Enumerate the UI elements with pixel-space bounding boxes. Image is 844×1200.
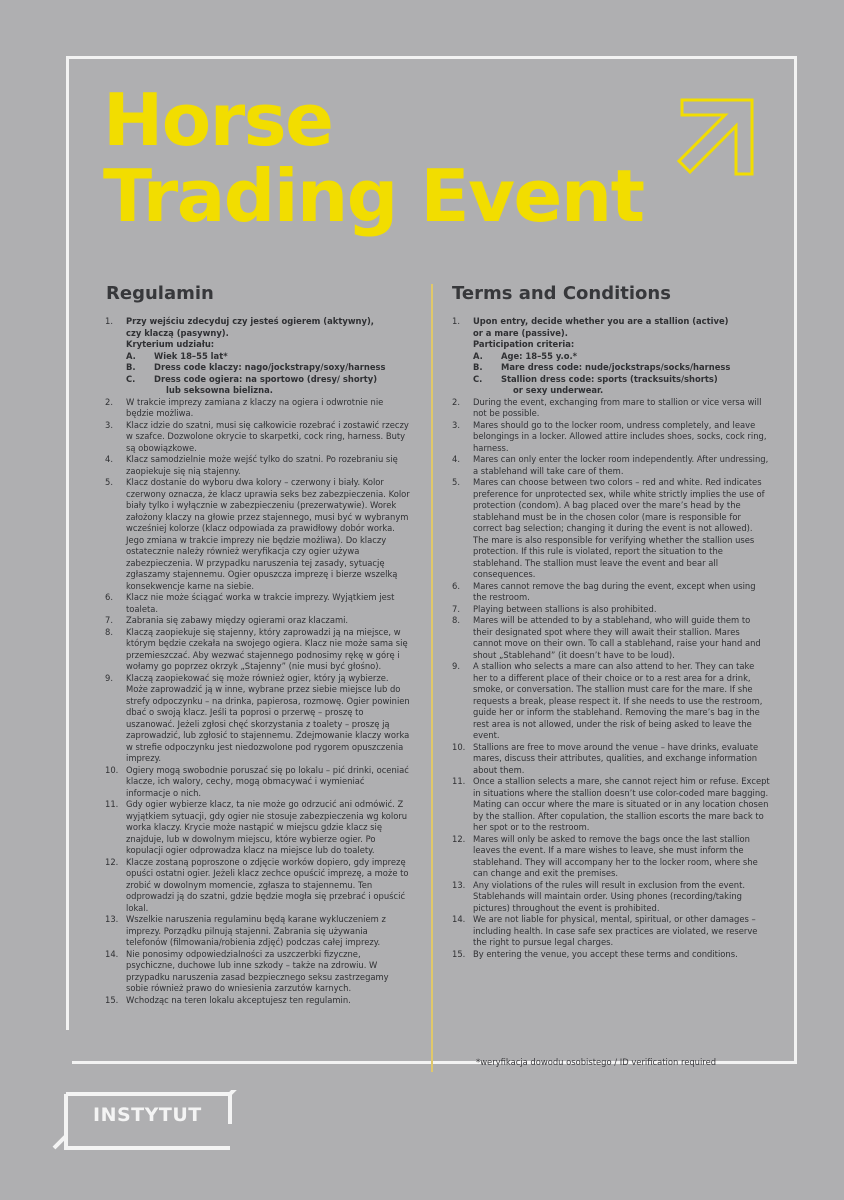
rule-item <box>105 397 410 420</box>
rule-number: 9. <box>452 661 460 671</box>
rule-number: 13. <box>105 914 119 924</box>
rule-text: Stallions are free to move around the venue – have drinks, evaluate mares, discuss their attributes, qualities, and exchange information about them. <box>473 741 759 775</box>
criteria-text: Dress code klaczy: nago/jockstrapy/soxy/harness <box>154 362 386 372</box>
rule-line: Przy wejściu zdecyduj czy jesteś ogierem (aktywny), <box>126 316 374 326</box>
rule-line: Participation criteria: <box>473 339 575 349</box>
criteria-text: Dress code ogiera: na sportowo (dresy/ shorty) <box>154 373 378 384</box>
rule-item <box>452 397 770 420</box>
rule-number: 8. <box>452 615 460 625</box>
rule-item <box>105 454 410 477</box>
rule-line: or a mare (passive). <box>473 327 568 338</box>
rule-text: Mares can choose between two colors – red and white. Red indicates preference for unprotected sex, while white strictly implies the use of protection (condom). A bag placed over the mare’s head by the stablehand must be in the chosen color (mare is responsible for correct bag selection; changing it during the event is not allowed). The mare is also responsible for verifying whether the stallion uses protection. If this rule is violated, report the situation to the stablehand. The stallion must leave the event and bear all consequences. <box>473 477 765 579</box>
rule-item <box>105 799 410 857</box>
arrow-up-right-icon <box>676 94 758 182</box>
rule-number: 15. <box>105 994 119 1005</box>
rule-number: 15. <box>452 948 466 959</box>
rule-text: Wszelkie naruszenia regulaminu będą karane wykluczeniem z imprezy. Porządku pilnują stajenni. Zabrania się używania telefonów (filmowania/robienia zdjęć) podczas całej imprezy. <box>126 914 386 947</box>
criteria-continuation: lub seksowna bielizna. <box>166 385 273 395</box>
rule-number: 14. <box>452 914 466 924</box>
rule-text: Once a stallion selects a mare, she cannot reject him or refuse. Except in situations where the stallion doesn’t use color-coded mare bagging. Mating can occur where the mare is situated or in any location chosen by the stallion. After copulation, the stallion escorts the mare back to her spot or to the restroom. <box>473 776 770 832</box>
terms-list <box>452 316 770 960</box>
rule-line: Kryterium udziału: <box>126 339 215 349</box>
rule-item <box>452 742 770 777</box>
rule-text: Mares should go to the locker room, undress completely, and leave belongings in a locker. Allowed attire includes shoes, socks, cock ring, harness. <box>473 419 767 453</box>
rule-item <box>105 615 410 627</box>
rule-number: 4. <box>452 454 460 464</box>
rule-text: Klacz samodzielnie może wejść tylko do szatni. Po rozebraniu się zaopiekuje się nią stajenny. <box>126 454 398 476</box>
rule-text: A stallion who selects a mare can also attend to her. They can take her to a different place of their choice or to a rest area for a drink, smoke, or conversation. The stallion must care for the mare. If she requests a break, please respect it. If she needs to use the restroom, guide her or inform the stablehand. Removing the mare’s bag in the rest area is not allowed, under the risk of being asked to leave the event. <box>473 661 763 740</box>
rule-number: 6. <box>452 580 460 591</box>
rule-number: 5. <box>105 477 113 487</box>
rule-number: 12. <box>105 856 119 867</box>
criteria-item <box>126 374 410 397</box>
rule-item <box>452 454 770 477</box>
rule-text: Zabrania się zabawy między ogierami oraz klaczami. <box>126 615 349 625</box>
rule-text: Ogiery mogą swobodnie poruszać się po lokalu – pić drinki, oceniać klacze, ich walory, cechy, mogą obmacywać i wymieniać informacje o nich. <box>126 764 409 798</box>
criteria-item <box>126 362 410 374</box>
rule-number: 5. <box>452 477 460 487</box>
rule-item <box>105 949 410 995</box>
rule-text: Any violations of the rules will result in exclusion from the event. Stablehands will maintain order. Using phones (recording/taking pictures) throughout the event is prohibited. <box>473 879 746 913</box>
criteria-item <box>473 362 770 374</box>
column-divider <box>431 284 433 1072</box>
rule-text: By entering the venue, you accept these terms and conditions. <box>473 948 738 959</box>
rule-text: Klaczą zaopiekuje się stajenny, który zaprowadzi ją na miejsce, w którym będzie czekała na swojego ogiera. Klacz nie może sama się przemieszczać. Aby wezwać stajennego podnosimy rękę w górę i wołamy go poprzez okrzyk „Stajenny” (nie musi być głośno). <box>126 626 408 671</box>
rule-text: Mares can only enter the locker room independently. After undressing, a stablehand will take care of them. <box>473 454 769 476</box>
criteria-text: Mare dress code: nude/jockstraps/socks/harness <box>501 362 731 372</box>
rule-number: 2. <box>105 396 113 407</box>
rule-number: 7. <box>452 603 460 614</box>
criteria-text: Age: 18–55 y.o.* <box>501 350 578 361</box>
rule-item <box>105 316 410 397</box>
criteria-letter: B. <box>473 362 483 372</box>
rule-item <box>452 880 770 915</box>
rule-text: Klacze zostaną poproszone o zdjęcie worków dopiero, gdy imprezę opuści ostatni ogier. Jeżeli klacz zechce opuścić imprezę, a może to zrobić w dowolnym momencie, zgłasza to stajennemu. Ten odprowadzi ją do szatni, gdzie będzie mogła się przebrać i opuścić lokal. <box>126 856 409 913</box>
criteria-letter: C. <box>473 373 483 384</box>
rule-text: Mares will only be asked to remove the bags once the last stallion leaves the event. If a mare wishes to leave, she must inform the stablehand. They will accompany her to the locker room, where she can change and exit the premises. <box>473 833 758 878</box>
regulamin-list <box>105 316 410 1006</box>
rule-text: W trakcie imprezy zamiana z klaczy na ogiera i odwrotnie nie będzie możliwa. <box>126 396 384 418</box>
criteria-item <box>473 374 770 397</box>
rule-item <box>452 581 770 604</box>
rule-item <box>452 661 770 742</box>
criteria-item <box>473 351 770 363</box>
rule-number: 1. <box>105 316 113 326</box>
rule-item <box>105 765 410 800</box>
rule-item <box>105 627 410 673</box>
criteria-item <box>126 351 410 363</box>
rule-item <box>105 673 410 765</box>
rule-number: 4. <box>105 454 113 464</box>
rule-text: Nie ponosimy odpowiedzialności za uszczerbki fizyczne, psychiczne, duchowe lub inne szkody – także na zdrowiu. W przypadku naruszenia zasad bezpiecznego seksu zastrzegamy sobie również prawo do wniesienia zarzutów karnych. <box>126 948 389 993</box>
rule-number: 14. <box>105 948 119 959</box>
rule-item <box>452 776 770 834</box>
rule-number: 10. <box>452 741 466 752</box>
rule-number: 2. <box>452 396 460 407</box>
rule-item <box>452 316 770 397</box>
criteria-letter: A. <box>473 350 483 361</box>
rule-item <box>105 995 410 1007</box>
rule-item <box>105 420 410 455</box>
criteria-letter: A. <box>126 350 136 361</box>
rule-item <box>452 604 770 616</box>
criteria-letter: B. <box>126 362 136 372</box>
terms-heading: Terms and Conditions <box>452 283 671 304</box>
poster-title <box>103 78 644 238</box>
rule-item <box>105 592 410 615</box>
logo-text: INSTYTUT <box>93 1104 202 1126</box>
criteria-continuation: or sexy underwear. <box>513 385 604 395</box>
rule-text: Mares will be attended to by a stablehand, who will guide them to their designated spot where they will await their stallion. Mares cannot move on their own. To call a stablehand, raise your hand and shout „Stablehand” (it doesn’t have to be loud). <box>473 615 761 660</box>
footnote: *weryfikacja dowodu osobistego / ID verification required <box>476 1057 717 1067</box>
rule-number: 11. <box>105 799 119 809</box>
rule-text: During the event, exchanging from mare to stallion or vice versa will not be possible. <box>473 396 762 418</box>
rule-number: 8. <box>105 626 113 637</box>
rule-text: Gdy ogier wybierze klacz, ta nie może go odrzucić ani odmówić. Z wyjątkiem sytuacji, gdy ogier nie stosuje zabezpieczenia wg koloru worka klaczy. Krycie może nastąpić w miejscu gdzie klacz się znajduje, lub w dowolnym miejscu, które wybierze ogier. Po kopulacji ogier odprowadza klacz na miejsce lub do toalety. <box>126 799 408 855</box>
rule-item <box>452 949 770 961</box>
rule-text: Klacz nie może ściągać worka w trakcie imprezy. Wyjątkiem jest toaleta. <box>126 592 395 614</box>
criteria-text: Wiek 18–55 lat* <box>154 350 228 361</box>
rule-number: 7. <box>105 615 113 625</box>
rule-item <box>452 834 770 880</box>
rule-item <box>452 477 770 581</box>
title-line-1: Horse <box>103 78 333 162</box>
rule-line: czy klaczą (pasywny). <box>126 327 229 338</box>
rule-number: 3. <box>105 419 113 430</box>
rule-number: 9. <box>105 672 113 683</box>
rule-item <box>452 914 770 949</box>
title-line-2: Trading Event <box>103 154 644 238</box>
rule-number: 11. <box>452 776 466 786</box>
rule-number: 10. <box>105 764 119 775</box>
criteria-text: Stallion dress code: sports (tracksuits/shorts) <box>501 373 718 384</box>
criteria-letter: C. <box>126 373 136 384</box>
rule-item <box>105 857 410 915</box>
rule-item <box>105 477 410 592</box>
rule-text: Mares cannot remove the bag during the event, except when using the restroom. <box>473 580 756 602</box>
rule-number: 12. <box>452 833 466 844</box>
rule-number: 3. <box>452 419 460 430</box>
rule-item <box>105 914 410 949</box>
rule-item <box>452 420 770 455</box>
rule-text: We are not liable for physical, mental, spiritual, or other damages – including health. In case safe sex practices are violated, we reserve the right to pursue legal charges. <box>473 914 758 947</box>
rule-text: Klaczą zaopiekować się może również ogier, który ją wybierze. Może zaprowadzić ją w inne, wybrane przez siebie miejsce lub do strefy odpoczynku – na drinka, papierosa, rozmowę. Ogier powinien dbać o swoją klacz. Jeśli ta poprosi o przerwę – proszę to uszanować. Jeżeli zgłosi chęć skorzystania z toalety – proszę ją zaprowadzić, lub zgłosić to stajennemu. Zdejmowanie klaczy worka w strefie odpoczynku jest niedozwolone pod rygorem opuszczenia imprezy. <box>126 672 410 763</box>
rule-number: 6. <box>105 592 113 602</box>
rule-number: 1. <box>452 316 460 326</box>
rule-text: Klacz idzie do szatni, musi się całkowicie rozebrać i zostawić rzeczy w szafce. Dozwolone okrycie to skarpetki, cock ring, harness. Buty są obowiązkowe. <box>126 419 409 453</box>
rule-item <box>452 615 770 661</box>
rule-text: Klacz dostanie do wyboru dwa kolory – czerwony i biały. Kolor czerwony oznacza, że klacz uprawia seks bez zabezpieczenia. Kolor biały tylko i wyłącznie w zabezpieczeniu (prezerwatywie). Worek założony klaczy na głowie przez stajennego, musi być w wybranym wcześniej kolorze (klacz odpowiada za prawidłowy dobór worka. Jego zmiana w trakcie imprezy nie będzie możliwa). Do klaczy ostatecznie należy również weryfikacja czy ogier używa zabezpieczenia. W przypadku naruszenia tej zasady, sytuację zgłaszamy stajennemu. Ogier opuszcza imprezę i bierze wszelką konsekwencje karne na siebie. <box>126 477 410 591</box>
rule-text: Wchodząc na teren lokalu akceptujesz ten regulamin. <box>126 994 351 1005</box>
regulamin-heading: Regulamin <box>106 283 214 304</box>
rule-line: Upon entry, decide whether you are a stallion (active) <box>473 316 729 326</box>
rule-number: 13. <box>452 879 466 890</box>
rule-text: Playing between stallions is also prohibited. <box>473 603 657 614</box>
frame-gap <box>64 1030 72 1070</box>
